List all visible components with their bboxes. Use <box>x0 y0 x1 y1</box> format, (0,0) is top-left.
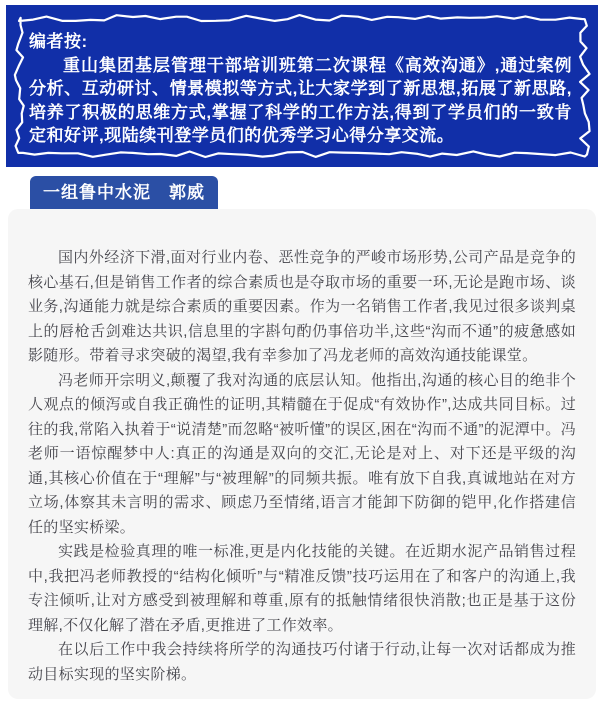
editor-note-label: 编者按: <box>29 32 88 51</box>
author-badge: 一组鲁中水泥 郭威 <box>30 176 218 209</box>
article-paragraph: 国内外经济下滑,面对行业内卷、恶性竞争的严峻市场形势,公司产品是竞争的核心基石,但是销售工作者的综合素质也是夺取市场的重要一环,无论是跑市场、谈业务,沟通能力就是综合素质的重要因素。作为一名销售工作者,我见过很多谈判桌上的唇枪舌剑难达共识,信息里的字斟句酌仍事倍功半,这些“沟而不通”的疲惫感如影随形。带着寻求突破的渴望,我有幸参加了冯龙老师的高效沟通技能课堂。 <box>28 249 576 364</box>
editor-note-body: 重山集团基层管理干部培训班第二次课程《高效沟通》,通过案例分析、互动研讨、情景模拟等方式,让大家学到了新思想,拓展了新思路,培养了积极的思维方式,掌握了科学的工作方法,得到了学员们的一致肯定和好评,现陆续刊登学员们的优秀学习心得分享交流。 <box>29 55 572 145</box>
page <box>0 5 604 699</box>
editor-note-box <box>6 5 598 167</box>
article-paragraph: 实践是检验真理的唯一标准,更是内化技能的关键。在近期水泥产品销售过程中,我把冯老师教授的“结构化倾听”与“精准反馈”技巧运用在了和客户的沟通上,我专注倾听,让对方感受到被理解和尊重,原有的抵触情绪很快消散;也正是基于这份理解,不仅化解了潜在矛盾,更推进了工作效率。 <box>28 543 576 634</box>
article-paragraph: 在以后工作中我会持续将所学的沟通技巧付诸于行动,让每一次对话都成为推动目标实现的坚实阶梯。 <box>28 641 576 683</box>
editor-note-content <box>6 5 598 148</box>
article-card <box>8 209 596 699</box>
article-paragraph: 冯老师开宗明义,颠覆了我对沟通的底层认知。他指出,沟通的核心目的绝非个人观点的倾泻或自我正确性的证明,其精髓在于促成“有效协作”,达成共同目标。过往的我,常陷入执着于“说清楚”而忽略“被听懂”的误区,困在“沟而不通”的泥潭中。冯老师一语惊醒梦中人:真正的沟通是双向的交汇,无论是对上、对下还是平级的沟通,其核心价值在于“理解”与“被理解”的同频共振。唯有放下自我,真诚地站在对方立场,体察其未言明的需求、顾虑乃至情绪,语言才能卸下防御的铠甲,化作搭建信任的坚实桥梁。 <box>28 371 576 536</box>
